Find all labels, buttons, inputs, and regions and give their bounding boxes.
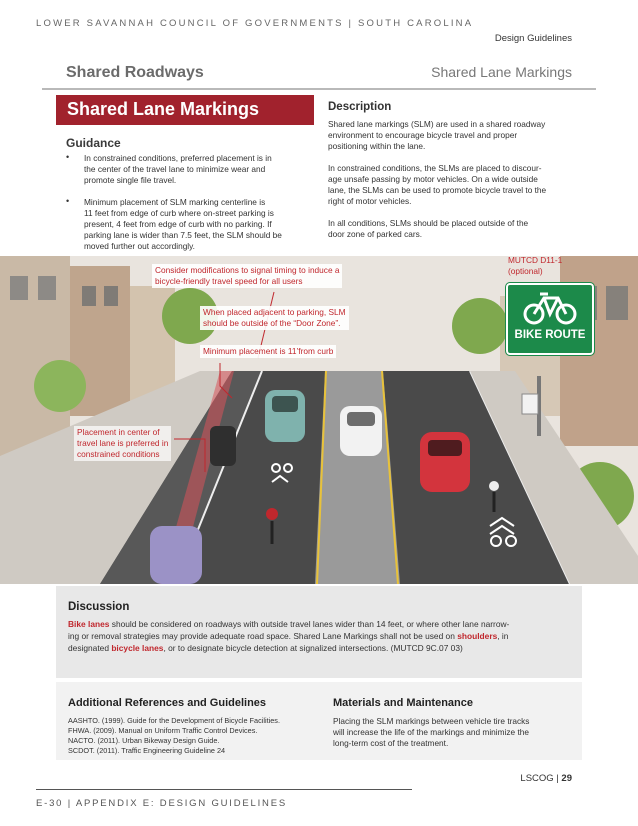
section-divider — [42, 88, 596, 90]
materials-heading: Materials and Maintenance — [333, 697, 473, 709]
bike-route-label: BIKE ROUTE — [514, 329, 586, 341]
references-list — [68, 716, 318, 756]
callout-center-placement: Placement in center of travel lane is preferred in constrained conditions — [74, 426, 171, 461]
reference-item: AASHTO. (1999). Guide for the Development of Bicycle Facilities. — [68, 716, 280, 725]
discussion-heading: Discussion — [68, 601, 130, 613]
bullet-dot: • — [66, 196, 70, 206]
references-heading: Additional References and Guidelines — [68, 697, 267, 709]
guidance-item-2: Minimum placement of SLM marking centerline is 11 feet from edge of curb where on-street parking is present, 4 feet from edge of curb with no parking. If parking lane is wider than 7.5 feet, the SLM should be moved further out accordingly. — [84, 197, 282, 251]
description-paragraph-2: In constrained conditions, the SLMs are placed to discour- age unsafe passing by motor vehicles. On a wide outside lane, the SLMs can be used to promote bicycle travel to the right of motor vehicles. — [328, 163, 547, 206]
reference-item: SCDOT. (2011). Traffic Engineering Guideline 24 — [68, 746, 226, 755]
page-footer: E-30 | APPENDIX E: DESIGN GUIDELINES — [36, 798, 287, 809]
running-header: LOWER SAVANNAH COUNCIL OF GOVERNMENTS | SOUTH CAROLINA — [36, 18, 474, 29]
section-title: Shared Roadways — [66, 64, 204, 81]
bullet-dot: • — [66, 152, 70, 162]
page-number: LSCOG | 29 — [520, 773, 572, 784]
description-paragraph-3: In all conditions, SLMs should be placed outside of the door zone of parked cars. — [328, 218, 529, 239]
guidance-item-1: In constrained conditions, preferred placement is in the center of the travel lane to minimize wear and promote single file travel. — [84, 153, 272, 185]
section-header: Design Guidelines — [494, 33, 572, 44]
footer-divider — [36, 789, 412, 790]
page-title: Shared Lane Markings — [67, 99, 260, 119]
callout-minimum-placement: Minimum placement is 11’from curb — [200, 345, 336, 358]
materials-text: Placing the SLM markings between vehicle tire tracks will increase the life of the markings and minimize the long-term cost of the treatment. — [333, 716, 530, 748]
description-heading: Description — [328, 101, 392, 113]
callout-door-zone: When placed adjacent to parking, SLM should be outside of the “Door Zone”. — [200, 306, 349, 330]
bike-route-sign — [506, 283, 594, 355]
discussion-text: Bike lanes should be considered on roadways with outside travel lanes wider than 14 feet, or where other lane narrow- ing or removal strategies may provide adequate road space. Shared Lane Markings shall not be used on shoulders, in designated bicycle lanes, or to designate bicycle detection at signalized intersections. (MUTCD 9C.07 03) — [68, 619, 510, 653]
description-paragraph-1: Shared lane markings (SLM) are used in a shared roadway environment to encourage bicycle travel and proper positioning within the lane. — [328, 119, 546, 151]
subsection-title: Shared Lane Markings — [431, 64, 572, 80]
reference-item: NACTO. (2011). Urban Bikeway Design Guide. — [68, 736, 220, 745]
callout-mutcd: MUTCD D11-1 (optional) — [508, 255, 563, 276]
guidance-heading: Guidance — [66, 136, 121, 150]
reference-item: FHWA. (2009). Manual on Uniform Traffic Control Devices. — [68, 726, 258, 735]
bicycle-icon — [522, 290, 578, 326]
callout-signal-timing: Consider modifications to signal timing to induce a bicycle-friendly travel speed for all users — [152, 264, 342, 288]
